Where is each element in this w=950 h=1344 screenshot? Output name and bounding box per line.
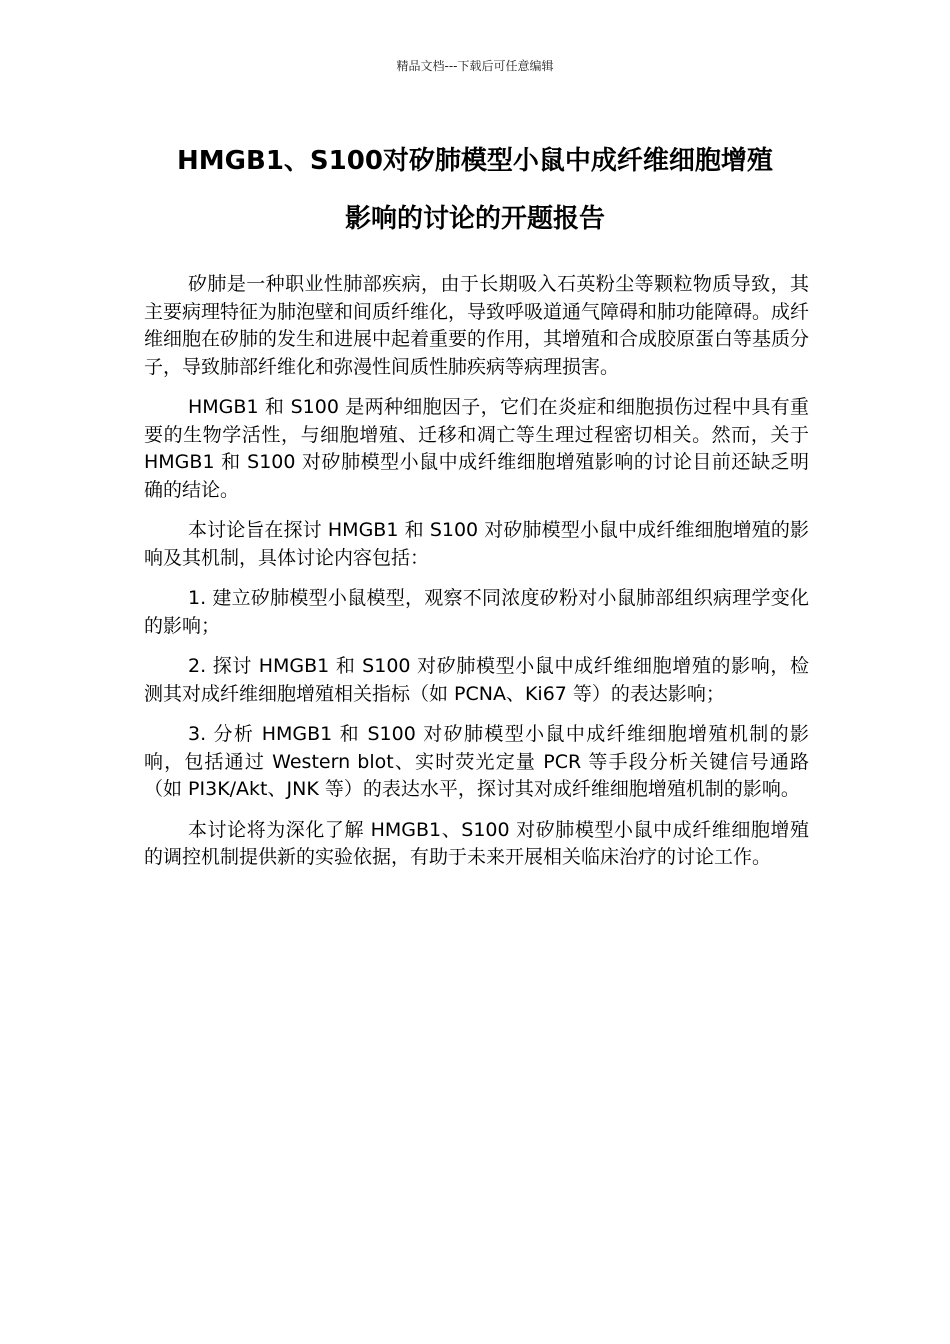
document-body: [144, 271, 809, 885]
paragraph-intro: 矽肺是一种职业性肺部疾病，由于长期吸入石英粉尘等颗粒物质导致，其主要病理特征为肺泡壁和间质纤维化，导致呼吸道通气障碍和肺功能障碍。成纤维细胞在矽肺的发生和进展中起着重要的作用，其增殖和合成胶原蛋白等基质分子，导致肺部纤维化和弥漫性间质性肺疾病等病理损害。: [144, 273, 810, 378]
page-header-watermark: 精品文档---下载后可任意编辑: [396, 59, 554, 73]
paragraph-conclusion: 本讨论将为深化了解 HMGB1、S100 对矽肺模型小鼠中成纤维细胞增殖的调控机制提供新的实验依据，有助于未来开展相关临床治疗的讨论工作。: [144, 818, 809, 868]
document-title: [120, 132, 830, 248]
paragraph-background: HMGB1 和 S100 是两种细胞因子，它们在炎症和细胞损伤过程中具有重要的生物学活性，与细胞增殖、迁移和凋亡等生理过程密切相关。然而，关于 HMGB1 和 S100 对矽肺模型小鼠中成纤维细胞增殖影响的讨论目前还缺乏明确的结论。: [144, 396, 809, 501]
document-title-line-1: HMGB1、S100对矽肺模型小鼠中成纤维细胞增殖: [177, 146, 773, 176]
document-title-line-2: 影响的讨论的开题报告: [344, 204, 605, 234]
list-item-3: 3. 分析 HMGB1 和 S100 对矽肺模型小鼠中成纤维细胞增殖机制的影响，包括通过 Western blot、实时荧光定量 PCR 等手段分析关键信号通路（如 PI3K/Akt、JNK 等）的表达水平，探讨其对成纤维细胞增殖机制的影响。: [144, 723, 809, 800]
list-item-2: 2. 探讨 HMGB1 和 S100 对矽肺模型小鼠中成纤维细胞增殖的影响，检测其对成纤维细胞增殖相关指标（如 PCNA、Ki67 等）的表达影响；: [144, 655, 809, 705]
list-item-1: 1. 建立矽肺模型小鼠模型，观察不同浓度矽粉对小鼠肺部组织病理学变化的影响；: [144, 587, 809, 637]
paragraph-aim: 本讨论旨在探讨 HMGB1 和 S100 对矽肺模型小鼠中成纤维细胞增殖的影响及其机制，具体讨论内容包括：: [144, 519, 809, 569]
